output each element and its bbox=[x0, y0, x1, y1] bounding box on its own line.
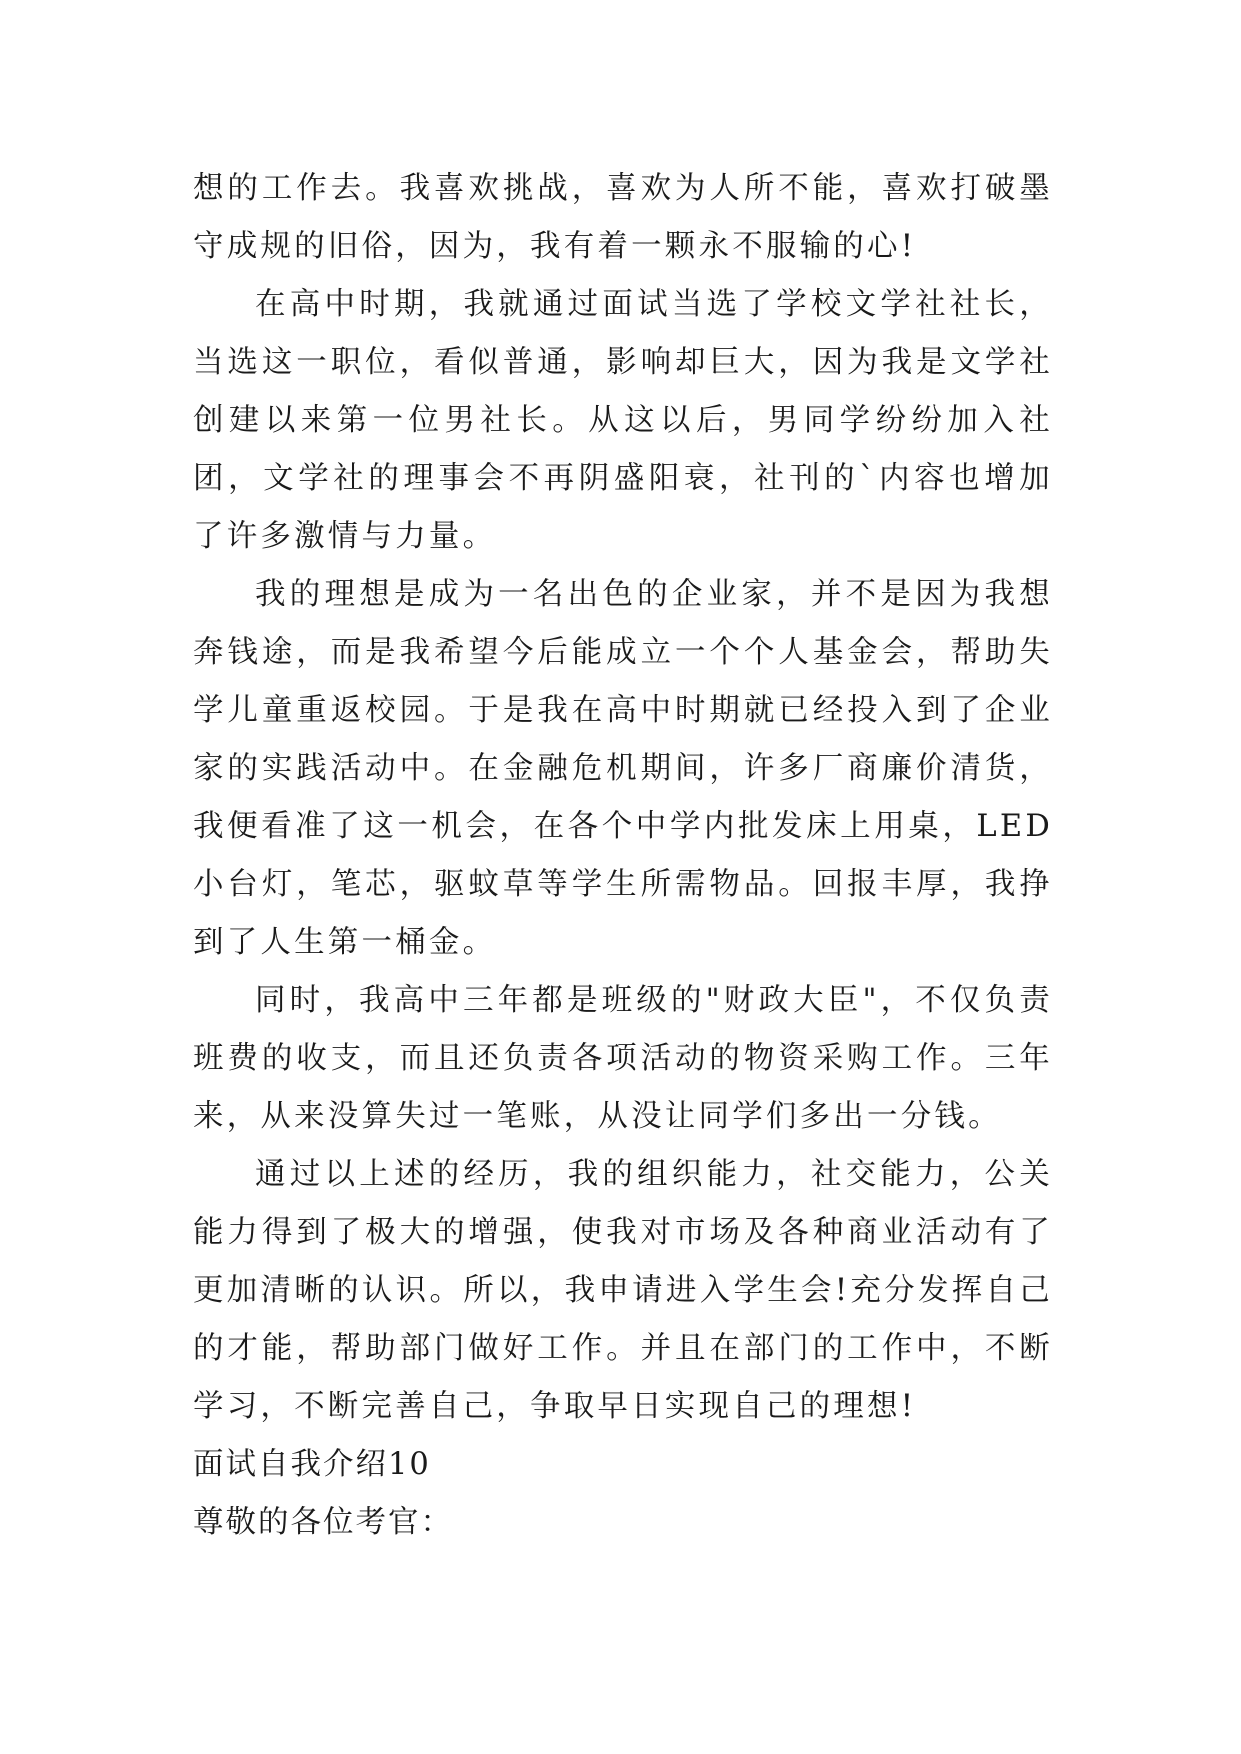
salutation: 尊敬的各位考官： bbox=[193, 1505, 453, 1540]
paragraph-continuation: 想的工作去。我喜欢挑战，喜欢为人所不能，喜欢打破墨守成规的旧俗，因为，我有着一颗永不服输的心! bbox=[193, 171, 1053, 264]
paragraph-conclusion: 通过以上述的经历，我的组织能力，社交能力，公关能力得到了极大的增强，使我对市场及各种商业活动有了更加清晰的认识。所以，我申请进入学生会!充分发挥自己的才能，帮助部门做好工作。并且在部门的工作中，不断学习，不断完善自己，争取早日实现自己的理想! bbox=[193, 1157, 1053, 1424]
section-title: 面试自我介绍10 bbox=[193, 1447, 431, 1482]
paragraph-literature-club: 在高中时期，我就通过面试当选了学校文学社社长，当选这一职位，看似普通，影响却巨大，因为我是文学社创建以来第一位男社长。从这以后，男同学纷纷加入社团，文学社的理事会不再阴盛阳衰，社刊的`内容也增加了许多激情与力量。 bbox=[193, 287, 1053, 554]
document-body bbox=[193, 160, 1053, 1552]
paragraph-finance-minister: 同时，我高中三年都是班级的"财政大臣"，不仅负责班费的收支，而且还负责各项活动的物资采购工作。三年来，从来没算失过一笔账，从没让同学们多出一分钱。 bbox=[193, 983, 1053, 1134]
paragraph-entrepreneur-ideal: 我的理想是成为一名出色的企业家，并不是因为我想奔钱途，而是我希望今后能成立一个个人基金会，帮助失学儿童重返校园。于是我在高中时期就已经投入到了企业家的实践活动中。在金融危机期间，许多厂商廉价清货，我便看准了这一机会，在各个中学内批发床上用桌，LED小台灯，笔芯，驱蚊草等学生所需物品。回报丰厚，我挣到了人生第一桶金。 bbox=[193, 577, 1053, 960]
